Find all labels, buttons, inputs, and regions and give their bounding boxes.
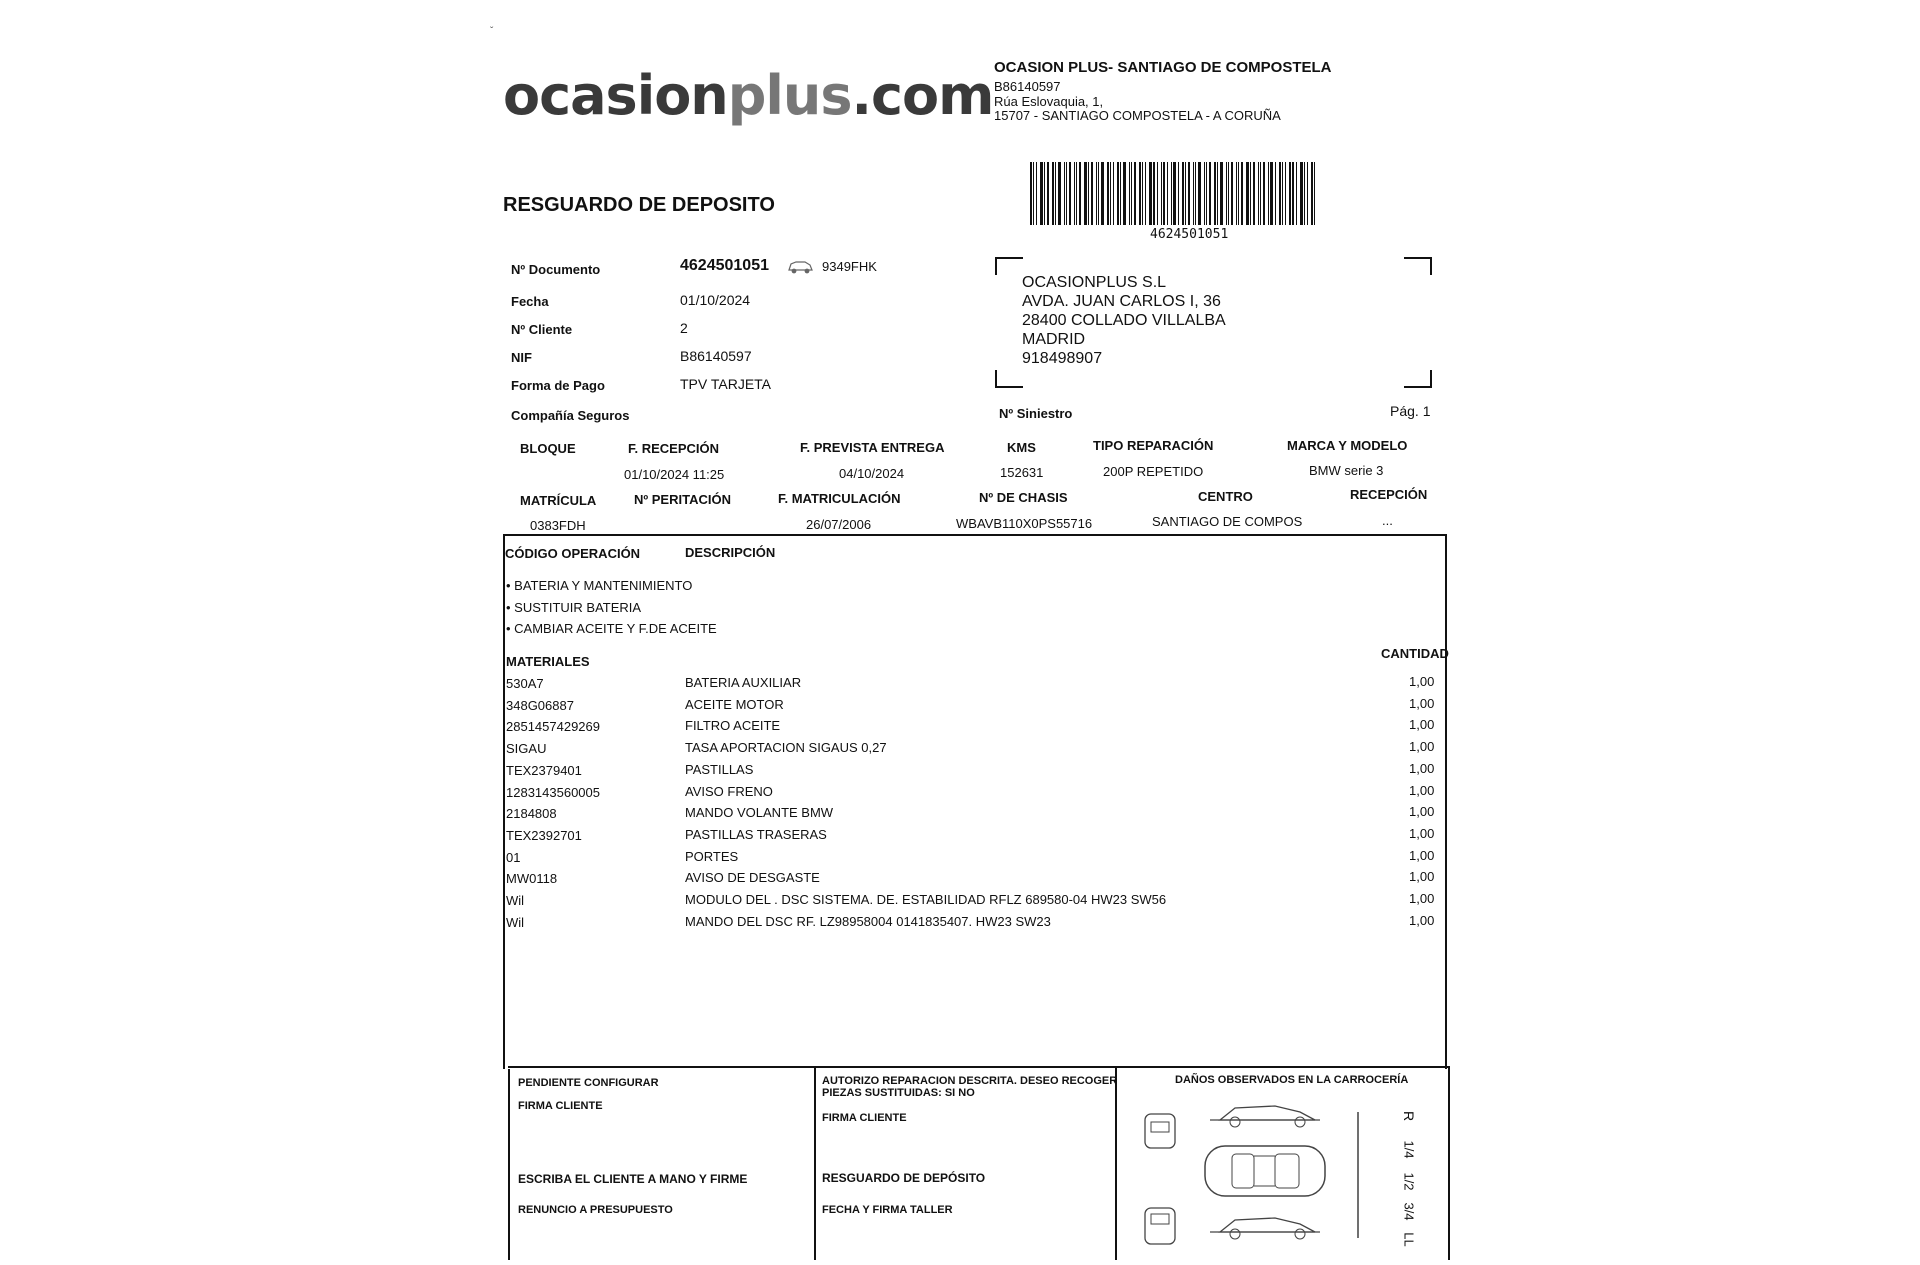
barcode-bar [1246,162,1249,225]
barcode-bar [1069,162,1071,225]
barcode-bar [1113,162,1114,225]
recipient-line-3: 28400 COLLADO VILLALBA [1022,312,1226,329]
material-quantity: 1,00 [1409,717,1435,732]
company-logo [503,64,993,127]
barcode-bar [1275,162,1276,225]
scan-mark: ˇ [490,26,494,37]
material-description: AVISO DE DESGASTE [685,870,820,885]
barcode-bar [1209,162,1211,225]
barcode-bar [1314,162,1315,225]
value-chasis: WBAVB110X0PS55716 [956,516,1093,531]
barcode-bar [1217,162,1218,225]
address-corner-tr [1404,257,1432,275]
barcode-bar [1296,162,1297,225]
header-centro: CENTRO [1198,489,1253,504]
barcode-bar [1101,162,1104,225]
barcode-bar [1107,162,1109,225]
date-label: Fecha [511,294,549,309]
barcode-bar [1091,162,1093,225]
material-description: PORTES [685,849,739,864]
material-description: AVISO FRENO [685,784,773,799]
car-damage-diagram [1140,1098,1380,1265]
barcode-bar [1139,162,1141,225]
material-code: SIGAU [506,741,547,756]
doc-number-label: Nº Documento [511,262,601,277]
header-f-matriculacion: F. MATRICULACIÓN [778,491,901,506]
barcode-bar [1226,162,1227,225]
car-icon [786,259,814,280]
value-f-recepcion: 01/10/2024 11:25 [624,467,725,482]
barcode-bar [1131,162,1132,225]
material-quantity: 1,00 [1409,696,1435,711]
nif-label: NIF [511,350,532,365]
operation-item: • SUSTITUIR BATERIA [506,600,642,615]
fuel-half-label: 1/2 [1401,1172,1417,1191]
company-nif: B86140597 [994,79,1061,94]
recipient-line-5: 918498907 [1022,350,1103,367]
barcode-bar [1145,162,1146,225]
barcode-bar [1220,162,1223,225]
material-quantity: 1,00 [1409,674,1435,689]
barcode-bar [1173,162,1176,225]
footer-authorize: AUTORIZO REPARACION DESCRITA. DESEO RECOGER [822,1075,1118,1087]
insurance-label: Compañía Seguros [511,408,630,423]
barcode-bar [1161,162,1162,225]
quantity-header: CANTIDAD [1381,646,1449,661]
claim-label: Nº Siniestro [999,406,1073,421]
barcode-bar [1098,162,1099,225]
barcode-bar [1307,162,1308,225]
materials-header: MATERIALES [506,654,590,669]
material-quantity: 1,00 [1409,913,1435,928]
material-description: PASTILLAS [685,762,754,777]
value-recepcion: ... [1382,513,1393,528]
barcode-bar [1204,162,1205,225]
main-box-left-lower [508,1069,510,1260]
client-value: 2 [680,320,688,336]
material-description: MODULO DEL . DSC SISTEMA. DE. ESTABILIDAD RFLZ 689580-04 HW23 SW56 [685,892,1167,907]
barcode-bar [1079,162,1081,225]
barcode-bar [1033,162,1034,225]
company-city: 15707 - SANTIAGO COMPOSTELA - A CORUÑA [994,108,1281,123]
material-description: FILTRO ACEITE [685,718,781,733]
footer-renounce-quote: RENUNCIO A PRESUPUESTO [518,1204,673,1216]
material-quantity: 1,00 [1409,891,1435,906]
barcode-bar [1120,162,1121,225]
material-quantity: 1,00 [1409,826,1435,841]
barcode-bar [1074,162,1075,225]
material-code: 1283143560005 [506,785,600,800]
address-corner-tl [995,257,1023,275]
address-corner-br [1404,370,1432,388]
operation-item: • BATERIA Y MANTENIMIENTO [506,578,693,593]
footer-col-divider-1 [814,1066,816,1260]
barcode-bar [1117,162,1119,225]
material-quantity: 1,00 [1409,783,1435,798]
payment-label: Forma de Pago [511,378,605,393]
material-code: TEX2392701 [506,828,582,843]
page-number: Pág. 1 [1390,403,1431,419]
barcode-bar [1270,162,1273,225]
barcode-bar [1253,162,1255,225]
plate-value: 9349FHK [822,259,877,274]
barcode-bar [1129,162,1130,225]
logo-dotcom: .com [851,64,994,127]
barcode-bar [1260,162,1261,225]
material-code: 2851457429269 [506,719,600,734]
barcode [1030,162,1360,225]
material-quantity: 1,00 [1409,761,1435,776]
material-code: 01 [506,850,521,865]
footer-client-signature-2: FIRMA CLIENTE [822,1112,907,1124]
barcode-number: 4624501051 [1150,227,1229,242]
barcode-bar [1167,162,1168,225]
recipient-line-1: OCASIONPLUS S.L [1022,274,1167,291]
barcode-bar [1171,162,1172,225]
barcode-bar [1263,162,1265,225]
doc-number-value: 4624501051 [680,257,769,274]
barcode-bar [1044,162,1045,225]
footer-deposit-receipt: RESGUARDO DE DEPÓSITO [822,1171,986,1185]
barcode-bar [1300,162,1303,225]
barcode-bar [1231,162,1233,225]
header-f-prevista: F. PREVISTA ENTREGA [800,440,945,455]
value-tipo-reparacion: 200P REPETIDO [1103,464,1204,479]
recipient-line-2: AVDA. JUAN CARLOS I, 36 [1022,293,1221,310]
material-description: ACEITE MOTOR [685,697,784,712]
barcode-bar [1058,162,1061,225]
barcode-bar [1285,162,1286,225]
barcode-bar [1236,162,1237,225]
footer-parts-replaced: PIEZAS SUSTITUIDAS: SI NO [822,1087,975,1099]
company-street: Rúa Eslovaquia, 1, [994,94,1104,109]
material-description: MANDO VOLANTE BMW [685,805,834,820]
material-code: 2184808 [506,806,557,821]
material-quantity: 1,00 [1409,739,1435,754]
header-bloque: BLOQUE [520,441,576,456]
material-code: 348G06887 [506,698,574,713]
value-centro: SANTIAGO DE COMPOS [1152,514,1303,529]
damage-title: DAÑOS OBSERVADOS EN LA CARROCERÍA [1175,1074,1409,1086]
barcode-bar [1110,162,1111,225]
barcode-bar [1163,162,1165,225]
fuel-three-quarter-label: 3/4 [1401,1202,1417,1221]
barcode-bar [1268,162,1269,225]
header-marca-modelo: MARCA Y MODELO [1287,438,1408,453]
address-corner-bl [995,370,1023,388]
main-box-left [503,534,505,1069]
fuel-quarter-label: 1/4 [1401,1140,1417,1159]
barcode-bar [1292,162,1294,225]
barcode-bar [1096,162,1097,225]
header-recepcion: RECEPCIÓN [1350,487,1428,502]
main-box-top [503,534,1446,536]
barcode-bar [1228,162,1229,225]
nif-value: B86140597 [680,348,752,364]
fuel-full-label: LL [1401,1232,1417,1247]
logo-plus: plus [727,64,852,127]
barcode-bar [1206,162,1207,225]
logo-main: ocasion [503,64,728,127]
barcode-bar [1123,162,1126,225]
barcode-bar [1195,162,1196,225]
barcode-bar [1250,162,1251,225]
barcode-bar [1055,162,1056,225]
barcode-bar [1238,162,1239,225]
barcode-bar [1178,162,1179,225]
material-code: 530A7 [506,676,544,691]
barcode-bar [1040,162,1043,225]
date-value: 01/10/2024 [680,292,751,308]
value-f-prevista: 04/10/2024 [839,466,905,481]
main-box-right-lower [1448,1066,1450,1260]
client-label: Nº Cliente [511,322,573,337]
footer-pending-config: PENDIENTE CONFIGURAR [518,1077,659,1089]
barcode-bar [1088,162,1089,225]
fuel-reserve-label: R [1401,1110,1418,1122]
material-quantity: 1,00 [1409,848,1435,863]
barcode-bar [1134,162,1136,225]
barcode-bar [1036,162,1037,225]
barcode-bar [1282,162,1283,225]
material-quantity: 1,00 [1409,804,1435,819]
barcode-bar [1311,162,1313,225]
barcode-bar [1279,162,1281,225]
footer-divider [508,1066,1449,1068]
header-tipo-reparacion: TIPO REPARACIÓN [1093,438,1214,453]
material-description: PASTILLAS TRASERAS [685,827,827,842]
material-description: TASA APORTACION SIGAUS 0,27 [685,740,887,755]
material-quantity: 1,00 [1409,869,1435,884]
barcode-bar [1198,162,1201,225]
header-kms: KMS [1007,440,1036,455]
header-matricula: MATRÍCULA [520,493,597,508]
material-code: Wil [506,915,525,930]
barcode-bar [1185,162,1186,225]
header-chasis: Nº DE CHASIS [979,490,1068,505]
payment-value: TPV TARJETA [680,376,772,392]
barcode-bar [1047,162,1049,225]
barcode-bar [1258,162,1259,225]
barcode-bar [1052,162,1054,225]
company-name: OCASION PLUS- SANTIAGO DE COMPOSTELA [994,59,1332,76]
value-kms: 152631 [1000,465,1044,480]
barcode-bar [1142,162,1143,225]
barcode-bar [1064,162,1065,225]
header-f-recepcion: F. RECEPCIÓN [628,441,720,456]
material-code: Wil [506,893,525,908]
value-marca-modelo: BMW serie 3 [1309,463,1384,478]
operation-code-header: CÓDIGO OPERACIÓN [505,546,641,561]
barcode-bar [1076,162,1077,225]
barcode-bar [1153,162,1155,225]
recipient-line-4: MADRID [1022,331,1086,348]
footer-write-sign: ESCRIBA EL CLIENTE A MANO Y FIRME [518,1172,748,1186]
material-description: MANDO DEL DSC RF. LZ98958004 0141835407. HW23 SW23 [685,914,1051,929]
barcode-bar [1084,162,1087,225]
barcode-bar [1241,162,1243,225]
main-box-right [1445,534,1447,1069]
barcode-bar [1157,162,1158,225]
material-description: BATERIA AUXILIAR [685,675,802,690]
barcode-bar [1193,162,1194,225]
document-title: RESGUARDO DE DEPOSITO [503,194,775,216]
header-peritacion: Nº PERITACIÓN [634,492,731,507]
footer-client-signature-1: FIRMA CLIENTE [518,1100,603,1112]
footer-workshop-sign: FECHA Y FIRMA TALLER [822,1204,953,1216]
operation-desc-header: DESCRIPCIÓN [685,545,776,560]
value-f-matriculacion: 26/07/2006 [806,517,872,532]
operation-item: • CAMBIAR ACEITE Y F.DE ACEITE [506,621,717,636]
barcode-bar [1149,162,1152,225]
barcode-bar [1289,162,1291,225]
material-code: MW0118 [506,871,558,886]
barcode-bar [1066,162,1067,225]
barcode-bar [1188,162,1190,225]
value-matricula: 0383FDH [530,518,586,533]
barcode-bar [1030,162,1032,225]
footer-col-divider-2 [1115,1066,1117,1260]
barcode-bar [1304,162,1305,225]
material-code: TEX2379401 [506,763,582,778]
barcode-bar [1182,162,1184,225]
barcode-bar [1214,162,1216,225]
